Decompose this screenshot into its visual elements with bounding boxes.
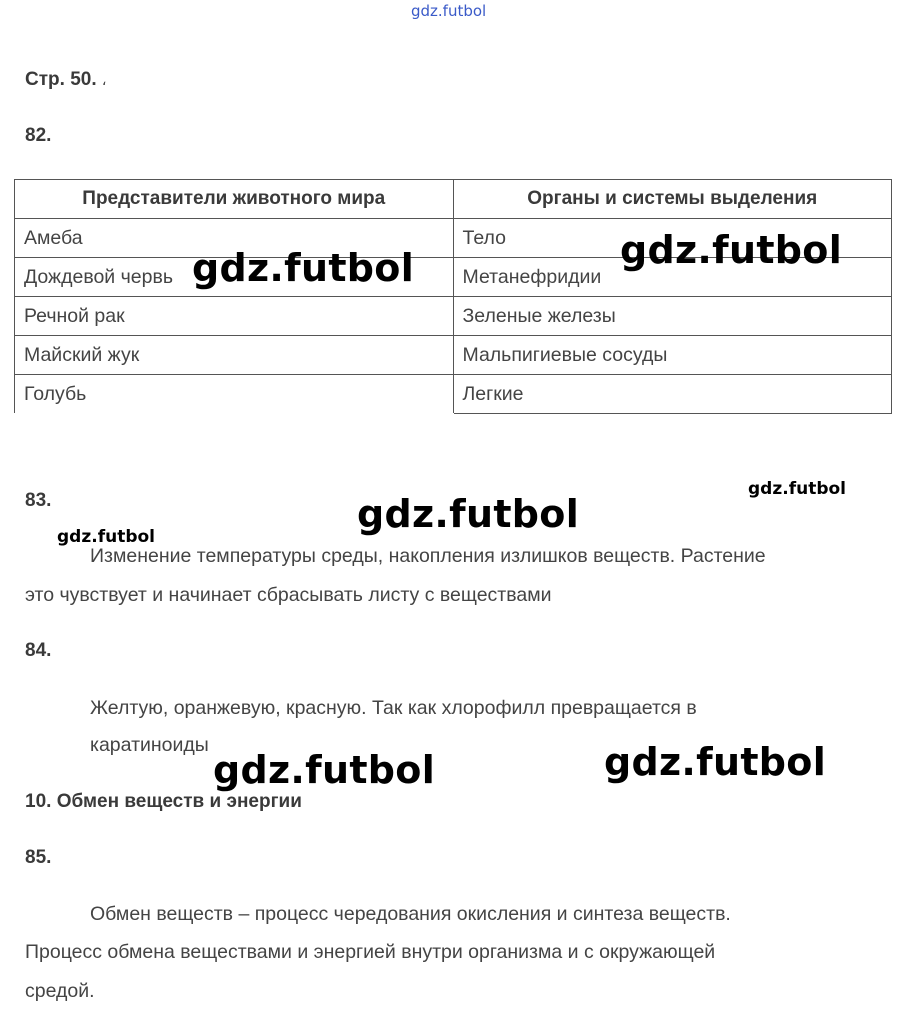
watermark: gdz.futbol [748,479,846,499]
table-cell-organ: Зеленые железы [453,297,892,336]
task-84-line-1: Желтую, оранжевую, красную. Так как хлорофилл превращается в [90,697,697,719]
task-83-line-1: Изменение температуры среды, накопления излишков веществ. Растение [90,545,766,567]
task-85-line-2: Процесс обмена веществами и энергией внутри организма и с окружающей [25,941,716,963]
task-84-line-2: каратиноиды [90,734,209,756]
table-cell-animal: Амеба [15,219,454,258]
task-83-number: 83. [25,490,52,511]
watermark: gdz.futbol [192,246,415,290]
table-header-organs: Органы и системы выделения [453,180,892,219]
watermark: gdz.futbol [213,748,436,792]
section-title: 10. Обмен веществ и энергии [25,791,302,812]
table-row [15,375,892,414]
page-reference [25,69,106,91]
task-82-number: 82. [25,125,52,146]
task-85-line-1: Обмен веществ – процесс чередования окисления и синтеза веществ. [90,903,731,925]
table-header-animals: Представители животного мира [15,180,454,219]
task-84-number: 84. [25,640,52,661]
task-85-number: 85. [25,847,52,868]
watermark: gdz.futbol [620,228,843,272]
task-83-line-2: это чувствует и начинает сбрасывать листу с веществами [25,584,552,606]
table-cell-animal: Речной рак [15,297,454,336]
table-cell-animal: Майский жук [15,336,454,375]
watermark: gdz.futbol [357,492,580,536]
table-row [15,336,892,375]
table-cell-organ: Мальпигиевые сосуды [453,336,892,375]
watermark-top: gdz.futbol [411,2,487,20]
watermark: gdz.futbol [57,527,155,547]
table-cell-organ: Метанефридии [453,258,892,297]
page-reference-mark: ، [101,72,107,88]
task-85-line-3: средой. [25,980,95,1002]
excretion-table [14,179,892,414]
table-cell-animal: Дождевой червь [15,258,454,297]
page-reference-text: Стр. 50. [25,69,97,90]
table-cell-organ: Легкие [453,375,892,414]
table-row [15,297,892,336]
table-header-row [15,180,892,219]
watermark: gdz.futbol [604,740,827,784]
table-cell-organ: Тело [453,219,892,258]
table-cell-animal: Голубь [15,375,454,414]
